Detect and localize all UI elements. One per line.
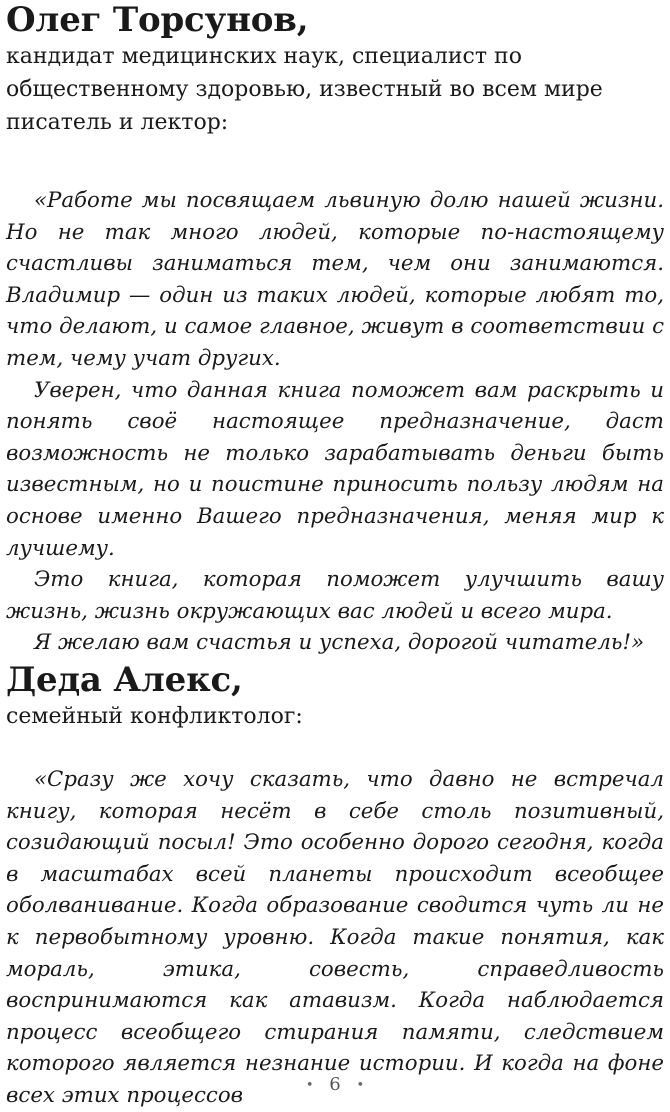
quote-paragraph: «Сразу же хочу сказать, что давно не встречал книгу, которая несёт в себе столь позитивный, созидающий посыл! Это особенно дорого сегодня, когда в масштабах всей планеты происходит всеобщее оболванивание. Когда образование сводится чуть ли не к первобытному уровню. Когда такие понятия, как мораль, этика, совесть, справедливость воспринимаются как атавизм. Когда наблюдается процесс всеобщего стирания памяти, следствием которого является незнание истории. И когда на фоне всех этих процессов	[6, 767, 664, 1108]
quote-paragraph: «Работе мы посвящаем львиную долю нашей жизни. Но не так много людей, которые по-настоящему счастливы заниматься тем, чем они занимаются. Владимир — один из таких людей, которые любят то, что делают, и самое главное, живут в соответствии с тем, чему учат других.	[6, 188, 664, 371]
page-number: 6	[329, 1074, 341, 1095]
testimonial-quote	[6, 185, 664, 659]
quote-paragraph: Уверен, что данная книга поможет вам раскрыть и понять своё настоящее предназначение, даст возможность не только зарабатывать деньги быть известным, но и поистине приносить пользу людям на основе именно Вашего предназначения, меняя мир к лучшему.	[6, 377, 664, 561]
author-role: семейный конфликтолог:	[6, 704, 303, 729]
testimonial-deda-aleks	[6, 660, 664, 1112]
testimonial-torsunov	[6, 0, 664, 659]
author-name: Деда Алекс,	[6, 660, 243, 700]
quote-paragraph: Я желаю вам счастья и успеха, дорогой читатель!»	[34, 630, 645, 656]
footer-dot-left: •	[305, 1077, 314, 1093]
footer-dot-right: •	[356, 1077, 365, 1093]
page-footer	[0, 1074, 670, 1095]
author-name: Олег Торсунов,	[6, 0, 309, 40]
author-role: кандидат медицинских наук, специалист по общественному здоровью, известный во всем мире писатель и лектор:	[6, 44, 603, 135]
quote-paragraph: Это книга, которая поможет улучшить вашу жизнь, жизнь окружающих вас людей и всего мира.	[6, 567, 664, 624]
testimonial-quote	[6, 764, 664, 1112]
